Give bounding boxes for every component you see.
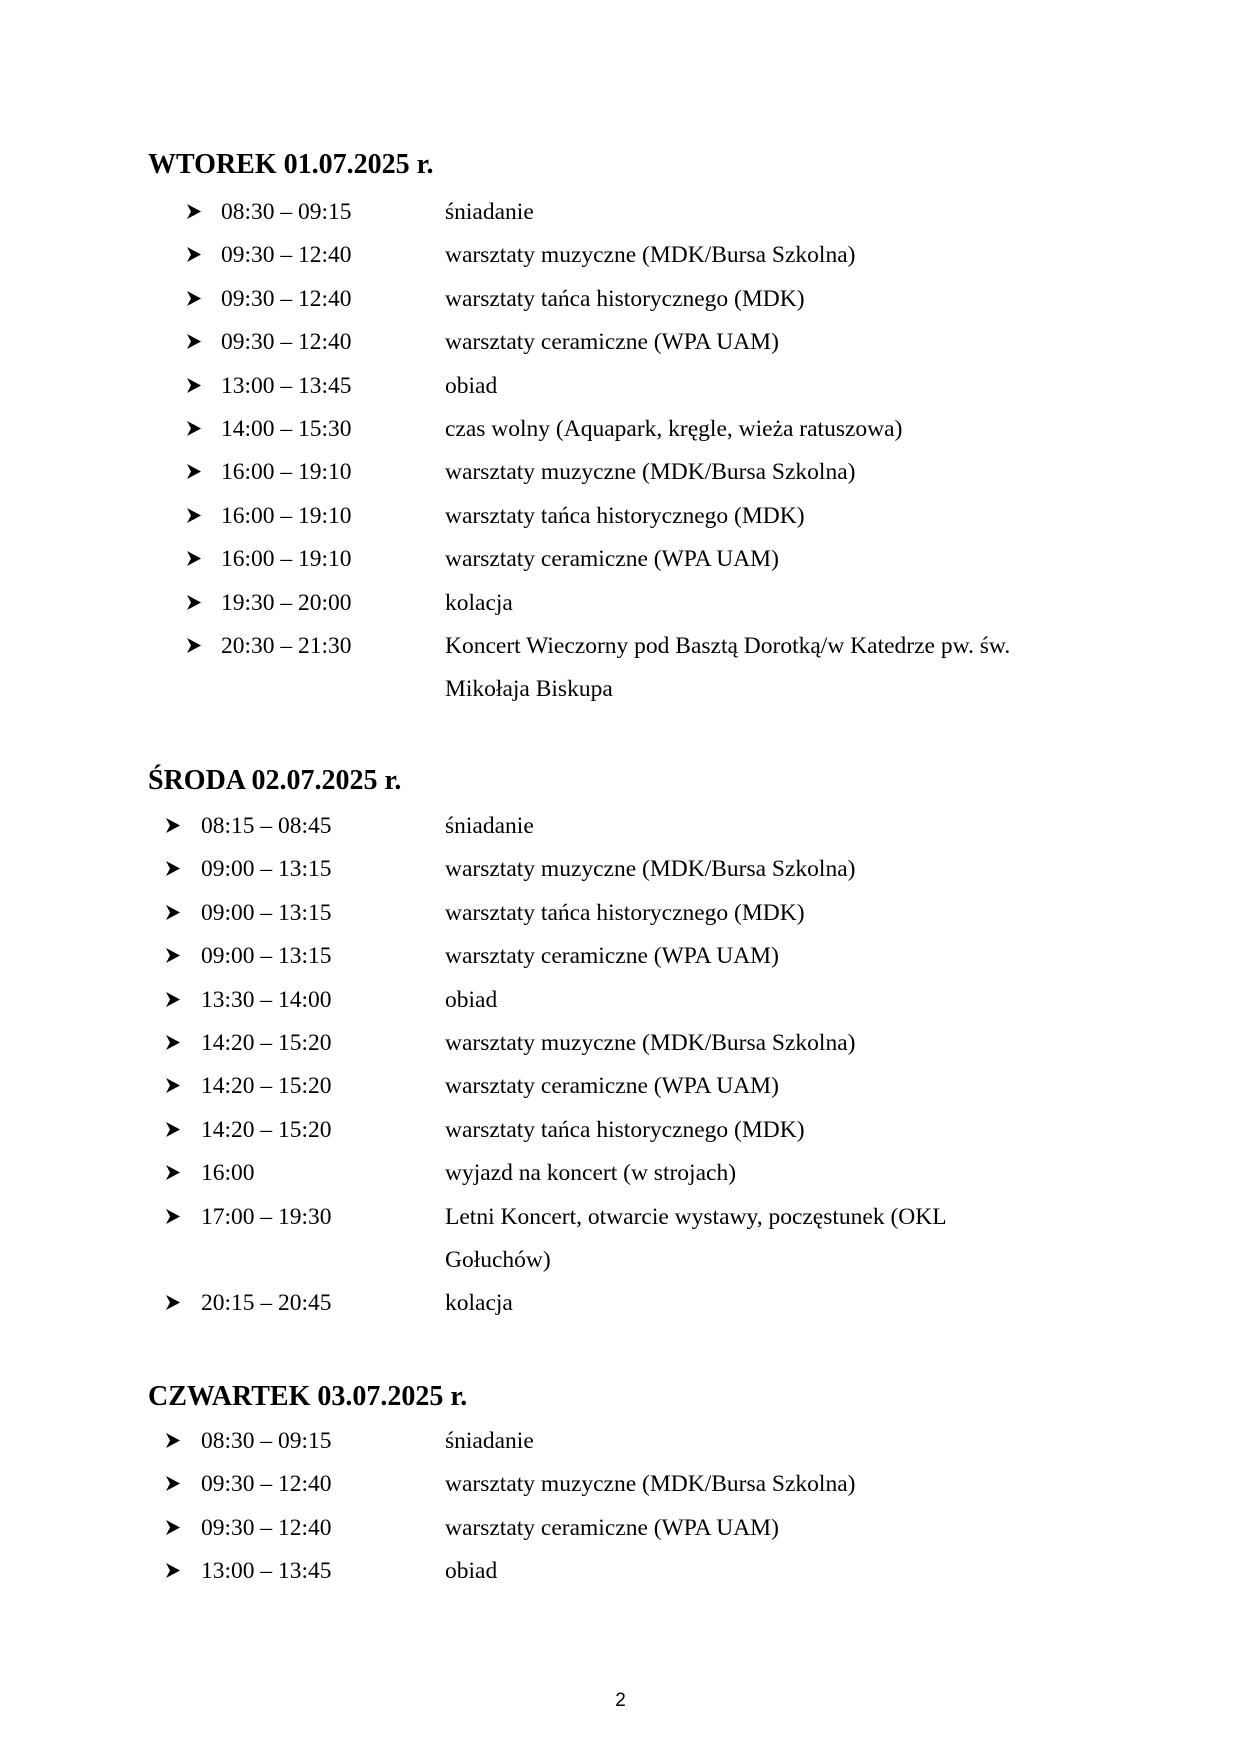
arrow-bullet-icon: [186, 246, 202, 263]
schedule-description: warsztaty muzyczne (MDK/Bursa Szkolna): [445, 242, 856, 269]
schedule-time: 14:00 – 15:30: [221, 415, 352, 442]
arrow-bullet-icon: [186, 420, 202, 437]
schedule-item: [148, 321, 1108, 364]
schedule-description: śniadanie: [445, 1428, 534, 1454]
schedule-time: 08:30 – 09:15: [221, 199, 352, 225]
schedule-time: 09:30 – 12:40: [201, 1514, 332, 1541]
schedule-item: [148, 805, 1108, 848]
schedule-item: [148, 278, 1108, 321]
schedule-description: Koncert Wieczorny pod Basztą Dorotką/w Katedrze pw. św. Mikołaja Biskupa: [445, 632, 1011, 703]
schedule-item: [148, 892, 1108, 935]
arrow-bullet-icon: [165, 1432, 181, 1449]
schedule-description: warsztaty ceramiczne (WPA UAM): [445, 546, 779, 573]
day-heading: CZWARTEK 03.07.2025 r.: [148, 1381, 468, 1412]
schedule-item: [148, 848, 1108, 891]
day-heading: WTOREK 01.07.2025 r.: [148, 149, 434, 180]
schedule-description: śniadanie: [445, 813, 534, 839]
arrow-bullet-icon: [165, 1034, 181, 1051]
arrow-bullet-icon: [165, 947, 181, 964]
schedule-description: warsztaty muzyczne (MDK/Bursa Szkolna): [445, 459, 856, 486]
schedule-item: [148, 191, 1108, 234]
schedule-item: [148, 1463, 1108, 1506]
schedule-item: [148, 1282, 1108, 1325]
schedule-item: [148, 1022, 1108, 1065]
schedule-item: [148, 1152, 1108, 1195]
schedule-time: 16:00: [201, 1160, 255, 1187]
schedule-item: [148, 935, 1108, 978]
arrow-bullet-icon: [165, 1294, 181, 1311]
schedule-description: śniadanie: [445, 199, 534, 225]
arrow-bullet-icon: [165, 1562, 181, 1579]
arrow-bullet-icon: [165, 817, 181, 834]
arrow-bullet-icon: [186, 550, 202, 567]
schedule-item: [148, 582, 1108, 625]
schedule-description: kolacja: [445, 589, 513, 616]
arrow-bullet-icon: [165, 1519, 181, 1536]
schedule-time: 09:00 – 13:15: [201, 856, 332, 883]
schedule-item: [148, 1065, 1108, 1108]
schedule-time: 08:30 – 09:15: [201, 1428, 332, 1454]
schedule-time: 16:00 – 19:10: [221, 459, 352, 486]
arrow-bullet-icon: [165, 1208, 181, 1225]
arrow-bullet-icon: [165, 904, 181, 921]
arrow-bullet-icon: [165, 1164, 181, 1181]
schedule-item: [148, 538, 1108, 581]
schedule-time: 09:00 – 13:15: [201, 899, 332, 926]
schedule-item: [148, 451, 1108, 494]
schedule-item: [148, 495, 1108, 538]
arrow-bullet-icon: [186, 463, 202, 480]
schedule-time: 14:20 – 15:20: [201, 1029, 332, 1056]
arrow-bullet-icon: [165, 1121, 181, 1138]
schedule-time: 13:00 – 13:45: [201, 1558, 332, 1585]
arrow-bullet-icon: [186, 203, 202, 220]
arrow-bullet-icon: [186, 594, 202, 611]
schedule-description: warsztaty muzyczne (MDK/Bursa Szkolna): [445, 856, 856, 883]
schedule-time: 09:30 – 12:40: [221, 329, 352, 356]
arrow-bullet-icon: [165, 860, 181, 877]
schedule-time: 20:15 – 20:45: [201, 1290, 332, 1317]
arrow-bullet-icon: [165, 1475, 181, 1492]
schedule-item: [148, 979, 1108, 1022]
arrow-bullet-icon: [186, 507, 202, 524]
schedule-description: obiad: [445, 372, 498, 399]
schedule-description: kolacja: [445, 1290, 513, 1317]
schedule-item: [148, 625, 1108, 712]
schedule-time: 08:15 – 08:45: [201, 813, 332, 839]
schedule-description: warsztaty tańca historycznego (MDK): [445, 285, 805, 312]
schedule-description: warsztaty tańca historycznego (MDK): [445, 899, 805, 926]
schedule-description: warsztaty ceramiczne (WPA UAM): [445, 1514, 779, 1541]
day-section-tuesday: [148, 148, 1108, 712]
schedule-description: wyjazd na koncert (w strojach): [445, 1160, 737, 1187]
schedule-time: 16:00 – 19:10: [221, 502, 352, 529]
schedule-time: 09:30 – 12:40: [221, 242, 352, 269]
schedule-time: 16:00 – 19:10: [221, 546, 352, 573]
schedule-item: [148, 1420, 1108, 1463]
schedule-time: 09:30 – 12:40: [221, 285, 352, 312]
arrow-bullet-icon: [165, 1077, 181, 1094]
schedule-description: warsztaty ceramiczne (WPA UAM): [445, 943, 779, 970]
schedule-description: warsztaty muzyczne (MDK/Bursa Szkolna): [445, 1471, 856, 1498]
schedule-time: 17:00 – 19:30: [201, 1203, 332, 1230]
schedule-item: [148, 1550, 1108, 1593]
schedule-item: [148, 234, 1108, 277]
schedule-description: warsztaty muzyczne (MDK/Bursa Szkolna): [445, 1029, 856, 1056]
schedule-list: [148, 191, 1108, 712]
schedule-description: obiad: [445, 986, 498, 1013]
schedule-time: 14:20 – 15:20: [201, 1116, 332, 1143]
schedule-description: warsztaty tańca historycznego (MDK): [445, 502, 805, 529]
schedule-item: [148, 1507, 1108, 1550]
arrow-bullet-icon: [165, 991, 181, 1008]
schedule-description: obiad: [445, 1558, 498, 1585]
arrow-bullet-icon: [186, 377, 202, 394]
schedule-description: warsztaty ceramiczne (WPA UAM): [445, 329, 779, 356]
day-section-thursday: [148, 1380, 1108, 1594]
schedule-item: [148, 1109, 1108, 1152]
arrow-bullet-icon: [186, 637, 202, 654]
schedule-time: 13:00 – 13:45: [221, 372, 352, 399]
schedule-description: warsztaty ceramiczne (WPA UAM): [445, 1073, 779, 1100]
schedule-description: czas wolny (Aquapark, kręgle, wieża ratuszowa): [445, 415, 903, 442]
schedule-item: [148, 365, 1108, 408]
schedule-time: 09:00 – 13:15: [201, 943, 332, 970]
schedule-description: warsztaty tańca historycznego (MDK): [445, 1116, 805, 1143]
schedule-time: 09:30 – 12:40: [201, 1471, 332, 1498]
schedule-item: [148, 1196, 1108, 1283]
schedule-time: 19:30 – 20:00: [221, 589, 352, 616]
schedule-time: 13:30 – 14:00: [201, 986, 332, 1013]
day-section-wednesday: [148, 764, 1108, 1326]
schedule-list: [148, 805, 1108, 1326]
schedule-description: Letni Koncert, otwarcie wystawy, poczęstunek (OKL Gołuchów): [445, 1203, 946, 1273]
arrow-bullet-icon: [186, 290, 202, 307]
schedule-time: 20:30 – 21:30: [221, 632, 352, 659]
schedule-list: [148, 1420, 1108, 1594]
arrow-bullet-icon: [186, 333, 202, 350]
schedule-time: 14:20 – 15:20: [201, 1073, 332, 1100]
day-heading: ŚRODA 02.07.2025 r.: [148, 765, 402, 796]
schedule-item: [148, 408, 1108, 451]
page-number: 2: [615, 1690, 626, 1711]
